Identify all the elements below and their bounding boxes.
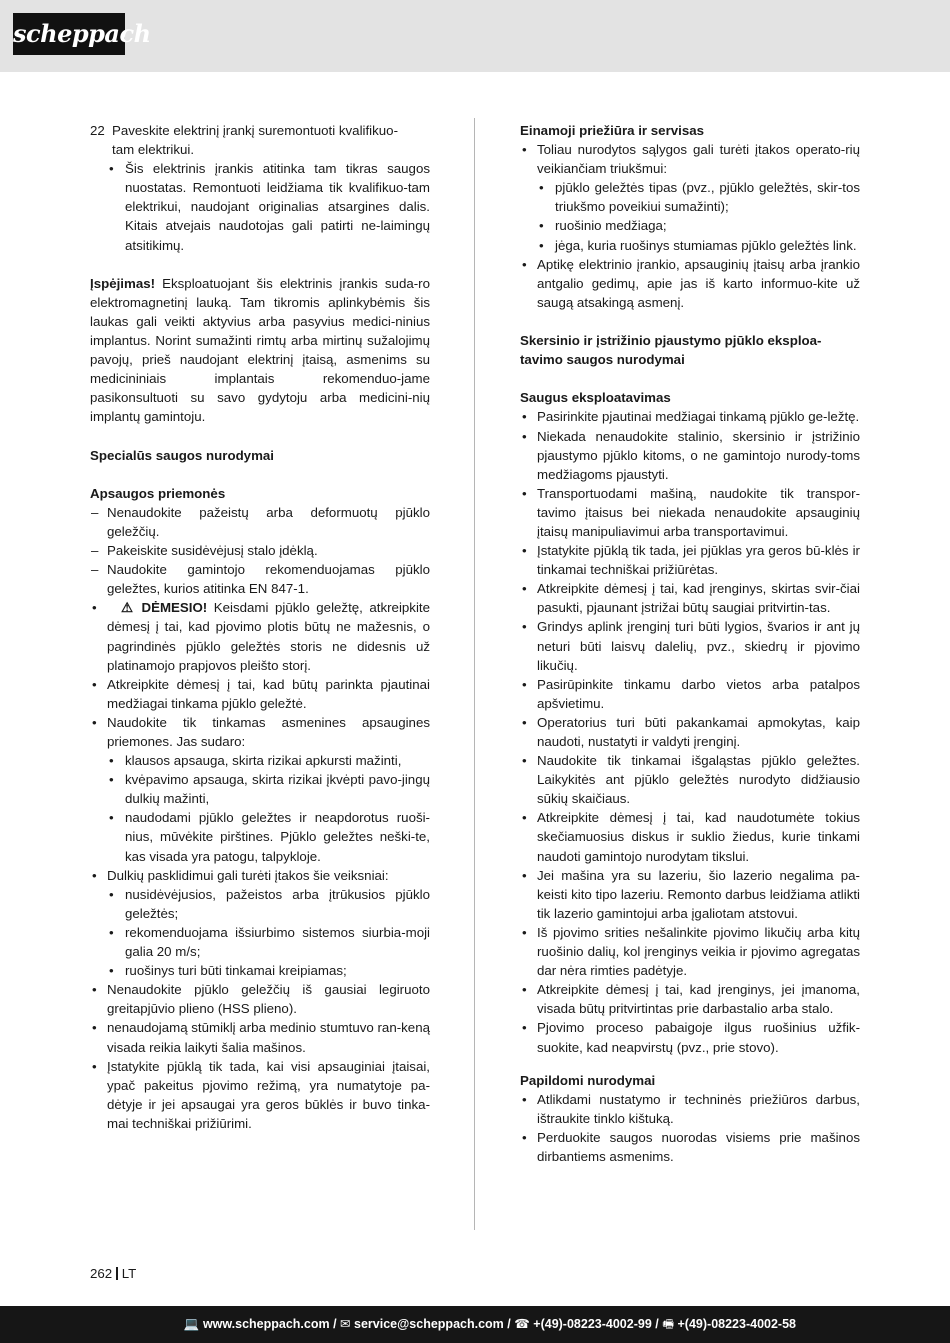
list-item: • Perduokite saugos nuorodas visiems prie mašinos dirbantiems asmenims. bbox=[522, 1129, 860, 1164]
item-number: 22 bbox=[90, 123, 105, 138]
phone-number: +(49)-08223-4002-99 / bbox=[533, 1317, 659, 1331]
additional-notes-list bbox=[520, 1090, 860, 1166]
list-item: • Aptikę elektrinio įrankio, apsauginių įtaisų arba įrankio antgalio gedimų, apie jas iš karto informuo-kite už saugą atsakingą asmenį. bbox=[522, 256, 860, 310]
list-item: • Grindys aplink įrenginį turi būti lygios, švarios ir ant jų neturi būti laisvų dalelių, pvz., skiedrų ir pjovimo likučių. bbox=[522, 619, 860, 673]
separator bbox=[116, 1267, 118, 1280]
list-item: • Naudokite tik tinkamas asmenines apsaugines priemones. Jas sudaro: bbox=[92, 714, 430, 749]
contact-bar bbox=[0, 1306, 950, 1343]
list-item: • Įstatykite pjūklą tik tada, jei pjūklas yra geros bū-klės ir tinkamai techniškai prižiūrėtas. bbox=[522, 543, 860, 578]
list-item: • Nenaudokite pjūklo geležčių iš gausiai legiruoto greitapjūvio plieno (HSS plieno). bbox=[92, 982, 430, 1017]
numbered-item-22 bbox=[90, 121, 430, 159]
list-item: • Atkreipkite dėmesį į tai, kad būtų parinkta pjautinai medžiagai tinkama pjūklo geležtė. bbox=[92, 676, 430, 711]
mail-icon: ✉ bbox=[340, 1317, 351, 1331]
list-item: • nenaudojamą stūmiklį arba medinio stumtuvo ran-keną visada reikia laikyti šalia mašinos. bbox=[92, 1020, 430, 1055]
warning-label: Įspėjimas! bbox=[90, 275, 156, 291]
subsection-heading: Apsaugos priemonės bbox=[90, 485, 226, 501]
list-item: – Pakeiskite susidėvėjusį stalo įdėklą. bbox=[91, 543, 318, 559]
computer-icon: 💻 bbox=[183, 1317, 200, 1331]
right-column bbox=[520, 121, 860, 1166]
list-item: • rekomenduojama išsiurbimo sistemos siurbia-moji galia 20 m/s; bbox=[109, 924, 430, 960]
language-code: LT bbox=[121, 1266, 137, 1281]
list-item: • kvėpavimo apsauga, skirta rizikai įkvėpti pavo-jingų dulkių mažinti, bbox=[109, 772, 430, 807]
warning-paragraph: Įspėjimas! Eksploatuojant šis elektrinis įrankis suda-ro elektromagnetinį lauką. Tam tikromis aplinkybėmis šis laukas gali veikti aktyvius arba pasyvius medici-ninius implantus. Norint sumažinti rimtų arba mirtinų sužalojimų pavojų, prieš naudojant elektrinį įtaisą, asmenims su medicininiais implantais rekomenduo-jame pasikonsultuoti su savo gydytoju arba medicini-nių implantų gamintoju. bbox=[90, 275, 430, 425]
list-item: • Atkreipkite dėmesį į tai, kad įrenginys, skirtas svir-čiai pasukti, pjaunant įstrižai būtų saugiai pritvirtin-tas. bbox=[522, 581, 860, 616]
list-item: • naudodami pjūklo geležtes ir neapdorotus ruoši-nius, mūvėkite pirštines. Pjūklo geležtes neški-te, kas visada yra patogu, talpykloje. bbox=[109, 810, 430, 864]
list-item: • ruošinys turi būti tinkamai kreipiamas; bbox=[109, 963, 347, 979]
left-column bbox=[90, 121, 430, 1133]
page-number: 262 bbox=[90, 1266, 113, 1281]
warning-triangle-icon: ⚠ bbox=[121, 600, 133, 616]
section-heading: Skersinio ir įstrižinio pjaustymo pjūklo eksploa-tavimo saugos nurodymai bbox=[520, 333, 822, 368]
fax-number: +(49)-08223-4002-58 bbox=[677, 1317, 796, 1331]
scheppach-logo: scheppach bbox=[13, 13, 125, 55]
page-footer bbox=[90, 1265, 136, 1283]
email-link[interactable]: service@scheppach.com / bbox=[354, 1317, 511, 1331]
list-item: • Atkreipkite dėmesį į tai, kad įrenginys, jei įmanoma, visada būtų pritvirtintas prie darbastalio arba stalo. bbox=[522, 982, 860, 1017]
section-heading: Einamoji priežiūra ir servisas bbox=[520, 123, 705, 138]
list-item: • Dulkių pasklidimui gali turėti įtakos šie veiksniai: bbox=[92, 867, 389, 883]
list-item: • Šis elektrinis įrankis atitinka tam tikras saugos nuostatas. Remontuoti leidžiama tik kvalifikuo-tam elektrikui, naudojant originalias atsargines dalis. Kitais atvejais naudotojas gali patirti ne-laimingų atsitikimų. bbox=[109, 161, 430, 253]
list-item: • Atlikdami nustatymo ir techninės priežiūros darbus, ištraukite tinklo kištuką. bbox=[522, 1091, 860, 1126]
phone-icon: ☎ bbox=[514, 1317, 530, 1331]
item-text: Paveskite elektrinį įrankį suremontuoti kvalifikuo- tam elektrikui. bbox=[112, 123, 398, 158]
list-item: – Nenaudokite pažeistų arba deformuotų pjūklo geležčių. bbox=[91, 504, 430, 539]
list-item: • jėga, kuria ruošinys stumiamas pjūklo geležtės link. bbox=[539, 237, 857, 253]
column-divider bbox=[474, 118, 475, 1230]
website-link[interactable]: www.scheppach.com / bbox=[202, 1317, 337, 1331]
list-item: • klausos apsauga, skirta rizikai apkursti mažinti, bbox=[109, 753, 402, 769]
fax-icon: 🖷 bbox=[662, 1317, 675, 1331]
list-item: • nusidėvėjusios, pažeistos arba įtrūkusios pjūklo geležtės; bbox=[109, 886, 430, 921]
list-item: • Transportuodami mašiną, naudokite tik transpor-tavimo įtaisus bei niekada nenaudokite apsauginių įtaisų manipuliavimui arba transportavimui. bbox=[522, 485, 860, 539]
list-item: • ⚠ DĖMESIO! Keisdami pjūklo geležtę, atkreipkite dėmesį į tai, kad pjovimo plotis būtų ne mažesnis, o pagrindinės pjūklo geležtės storis ne didesnis už platinamojo prapjovos pleišto storį. bbox=[92, 600, 430, 673]
list-item: • Įstatykite pjūklą tik tada, kai visi apsauginiai įtaisai, ypač pakeitus pjovimo režimą, yra numatytoje pa-dėtyje ir jei apsaugai yra geros būklės ir buvo tinka-mai techniškai prižiūrimi. bbox=[92, 1058, 430, 1131]
list-item: • Pasirinkite pjautinai medžiagai tinkamą pjūklo ge-ležtę. bbox=[522, 409, 860, 425]
list-item: • Iš pjovimo srities nešalinkite pjovimo likučių arba kitų ruošinio dalių, kol įrenginys veikia ir pjovimo agregatas dar nėra rimties padėtyje. bbox=[522, 924, 860, 979]
list-item: • Atkreipkite dėmesį į tai, kad naudotumėte tokius skečiamuosius diskus ir suklio žiedus, kurie tinkami naudoti gamintojo nurodytam tikslui. bbox=[522, 810, 860, 864]
list-item: • Pjovimo proceso pabaigoje ilgus ruošinius užfik-suokite, kad neapvirstų (pvz., prie stovo). bbox=[522, 1020, 860, 1055]
section-heading: Specialūs saugos nurodymai bbox=[90, 447, 274, 463]
list-item: • Operatorius turi būti pakankamai apmokytas, kaip naudoti, nustatyti ir valdyti įrenginį. bbox=[522, 714, 860, 749]
list-item: • ruošinio medžiaga; bbox=[539, 218, 667, 234]
list-item: – Naudokite gamintojo rekomenduojamas pjūklo geležtes, kurios atitinka EN 847-1. bbox=[91, 562, 430, 597]
list-item: • Naudokite tik tinkamai išgaląstas pjūklo geležtes. Laikykitės ant pjūklo geležtės nurodyto didžiausio sūkių skaičiaus. bbox=[522, 753, 860, 807]
list-item: • Jei mašina yra su lazeriu, šio lazerio negalima pa-keisti kito tipo lazeriu. Remonto darbus leidžiama atlikti tik lazerio gamintojui arba įgaliotam atstovui. bbox=[522, 867, 860, 921]
subsection-heading: Papildomi nurodymai bbox=[520, 1072, 656, 1088]
safe-operation-list bbox=[520, 407, 860, 1056]
list-item: • Toliau nurodytos sąlygos gali turėti įtakos operato-rių veikiančiam triukšmui: bbox=[522, 142, 860, 177]
subsection-heading: Saugus eksploatavimas bbox=[520, 390, 671, 406]
list-item: • pjūklo geležtės tipas (pvz., pjūklo geležtės, skir-tos triukšmo poveikiui sumažinti); bbox=[539, 180, 860, 215]
list-item: • Pasirūpinkite tinkamu darbo vietos arba patalpos apšvietimu. bbox=[522, 676, 860, 711]
list-item: • Niekada nenaudokite stalinio, skersinio ir įstrižinio pjaustymo pjūklo kitoms, o ne gamintojo nurody-toms medžiagoms pjaustyti. bbox=[522, 428, 860, 482]
